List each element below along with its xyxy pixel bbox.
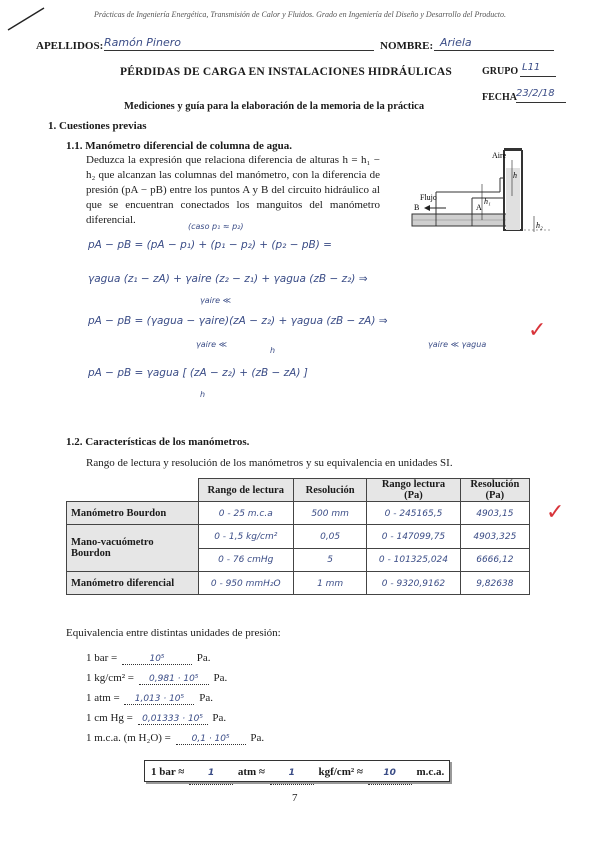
equivalence-blank[interactable] bbox=[139, 672, 209, 685]
equivalence-row bbox=[86, 712, 226, 725]
table-cell-value: 9,82638 bbox=[476, 578, 514, 589]
page-header: Prácticas de Ingeniería Energética, Transmisión de Calor y Fluidos. Grado en Ingeniería del Diseño y Desarrollo del Producto. bbox=[94, 10, 506, 19]
table-cell-value: 4903,325 bbox=[473, 531, 517, 542]
equivalence-value: 0,981 · 10⁵ bbox=[149, 674, 199, 684]
hand-line-4: pA − pB = γagua [ (zA − z₂) + (zB − zA) ] bbox=[88, 367, 308, 379]
hand-note-top: (caso p₁ ≈ p₂) bbox=[188, 222, 244, 231]
hand-line-4-sub: h bbox=[200, 390, 206, 399]
check-mark-2: ✓ bbox=[546, 500, 565, 525]
box-kgf: kgf/cm² ≈ bbox=[318, 766, 363, 778]
table-cell-value: 0 - 1,5 kg/cm² bbox=[214, 531, 278, 542]
table-cell[interactable] bbox=[293, 548, 366, 572]
table-cell[interactable] bbox=[460, 502, 529, 525]
equivalence-unit: Pa. bbox=[196, 652, 211, 664]
equivalence-unit: Pa. bbox=[213, 672, 228, 684]
hand-line-3-note: γaire ≪ γagua bbox=[428, 340, 487, 349]
figure-label-a: A bbox=[476, 203, 482, 212]
equivalence-row bbox=[86, 732, 264, 745]
table-cell-value: 0 - 147099,75 bbox=[381, 531, 446, 542]
equivalence-label: 1 bar = bbox=[86, 652, 118, 664]
table-cell[interactable] bbox=[293, 502, 366, 525]
row-label-bourdon: Manómetro Bourdon bbox=[67, 502, 199, 525]
table-cell-value: 0 - 9320,9162 bbox=[381, 578, 446, 589]
table-cell-value: 5 bbox=[327, 555, 333, 566]
table-cell[interactable] bbox=[198, 525, 293, 549]
equivalence-row bbox=[86, 652, 211, 665]
box-value-mca: 10 bbox=[383, 768, 396, 778]
section-heading: 1. Cuestiones previas bbox=[48, 120, 147, 132]
equivalence-blank[interactable] bbox=[176, 732, 246, 745]
fecha-label: FECHA bbox=[482, 92, 517, 103]
table-cell[interactable] bbox=[367, 502, 460, 525]
page-title: PÉRDIDAS DE CARGA EN INSTALACIONES HIDRÁULICAS bbox=[120, 66, 453, 78]
equivalence-unit: Pa. bbox=[199, 692, 213, 704]
table-header-cell: Resolución bbox=[293, 479, 366, 502]
fecha-line bbox=[516, 102, 566, 103]
subsection-heading-2: 1.2. Características de los manómetros. bbox=[66, 436, 250, 448]
hand-line-3-sub1: γaire ≪ bbox=[196, 340, 227, 349]
table-cell[interactable] bbox=[293, 525, 366, 549]
row-label-diferencial: Manómetro diferencial bbox=[67, 572, 199, 595]
corner-mark bbox=[4, 4, 48, 34]
table-header-cell: Rango de lectura bbox=[198, 479, 293, 502]
table-cell-value: 4903,15 bbox=[476, 508, 514, 519]
check-mark-1: ✓ bbox=[528, 318, 547, 343]
table-cell[interactable] bbox=[198, 572, 293, 595]
row-label-vacuometro: Mano-vacuómetro Bourdon bbox=[67, 525, 199, 572]
manometer-table bbox=[66, 478, 530, 595]
equivalence-blank[interactable] bbox=[124, 692, 194, 705]
equivalence-label: 1 m.c.a. (m H₂O) = bbox=[86, 732, 171, 744]
grupo-label: GRUPO bbox=[482, 66, 519, 77]
table-cell-value: 500 mm bbox=[311, 508, 349, 519]
hand-line-3: pA − pB = (γagua − γaire)(zA − z₂) + γagua (zB − zA) ⇒ bbox=[88, 315, 388, 327]
equivalence-title: Equivalencia entre distintas unidades de presión: bbox=[66, 627, 281, 639]
box-mca: m.c.a. bbox=[416, 766, 445, 778]
table-cell-value: 0 - 245165,5 bbox=[384, 508, 443, 519]
equivalence-row bbox=[86, 692, 213, 705]
table-cell-value: 0 - 101325,024 bbox=[378, 555, 449, 566]
table-cell-value: 0 - 25 m.c.a bbox=[218, 508, 273, 519]
figure-label-h: h bbox=[513, 171, 517, 180]
box-value-kgf: 1 bbox=[288, 768, 295, 778]
equivalence-blank[interactable] bbox=[122, 652, 192, 665]
equivalence-value: 0,1 · 10⁵ bbox=[191, 734, 230, 744]
nombre-value[interactable]: Ariela bbox=[440, 36, 472, 49]
unit-summary-box bbox=[144, 760, 450, 782]
figure-label-aire: Aire bbox=[492, 151, 507, 160]
table-cell[interactable] bbox=[367, 548, 460, 572]
box-blank-atm[interactable] bbox=[189, 761, 233, 785]
hand-line-3-sub2: h bbox=[270, 346, 276, 355]
table-row bbox=[67, 502, 530, 525]
grupo-value[interactable]: L11 bbox=[522, 62, 541, 73]
figure-label-h2: h₂ bbox=[536, 221, 543, 230]
box-bar: bar ≈ bbox=[159, 766, 185, 778]
table-cell[interactable] bbox=[460, 548, 529, 572]
equivalence-value: 0,01333 · 10⁵ bbox=[142, 714, 204, 724]
equivalence-unit: Pa. bbox=[250, 732, 265, 744]
nombre-line bbox=[434, 50, 554, 51]
table-cell[interactable] bbox=[460, 572, 529, 595]
box-blank-mca[interactable] bbox=[368, 761, 412, 785]
table-header-row bbox=[67, 479, 530, 502]
table-cell[interactable] bbox=[367, 525, 460, 549]
table-cell-value: 1 mm bbox=[317, 578, 344, 589]
equivalence-label: 1 cm Hg = bbox=[86, 712, 133, 724]
table-header-cell bbox=[67, 479, 199, 502]
grupo-line bbox=[520, 76, 556, 77]
page-number: 7 bbox=[292, 792, 298, 804]
hand-line-2: γagua (z₁ − zA) + γaire (z₂ − z₁) + γagua (zB − z₂) ⇒ bbox=[88, 273, 368, 285]
table-cell-value: 6666,12 bbox=[476, 555, 514, 566]
subsection-text: Deduzca la expresión que relaciona diferencia de alturas h = h₁ − h₂ que alcanzan las columnas del manómetro, con la diferencia de presión (pA − pB) entre los puntos A y B del circuito hidráulico al que se encuentran conectados los manguitos del manómetro diferencial. bbox=[86, 154, 380, 226]
table-cell[interactable] bbox=[198, 502, 293, 525]
equivalence-unit: Pa. bbox=[212, 712, 227, 724]
equivalence-blank[interactable] bbox=[138, 712, 208, 725]
table-header-cell: Rango lectura (Pa) bbox=[367, 479, 460, 502]
table-cell[interactable] bbox=[367, 572, 460, 595]
table-cell-value: 0 - 76 cmHg bbox=[218, 555, 274, 566]
equivalence-row bbox=[86, 672, 227, 685]
hand-line-1: pA − pB = (pA − p₁) + (p₁ − p₂) + (p₂ − pB) = bbox=[88, 239, 332, 251]
apellidos-line bbox=[104, 50, 374, 51]
subsection-text-2: Rango de lectura y resolución de los manómetros y su equivalencia en unidades SI. bbox=[86, 457, 453, 469]
subsection-heading: 1.1. Manómetro diferencial de columna de agua. bbox=[66, 140, 292, 152]
box-value-atm: 1 bbox=[207, 768, 215, 778]
table-cell-value: 0 - 950 mmH₂O bbox=[210, 578, 281, 589]
table-cell[interactable] bbox=[293, 572, 366, 595]
equivalence-value: 10⁵ bbox=[149, 654, 165, 664]
apellidos-label: APELLIDOS: bbox=[36, 40, 104, 52]
equivalence-label: 1 kg/cm² = bbox=[86, 672, 134, 684]
apellidos-value[interactable]: Ramón Pinero bbox=[104, 36, 181, 49]
table-cell[interactable] bbox=[460, 525, 529, 549]
table-cell-value: 0,05 bbox=[320, 531, 341, 542]
table-row bbox=[67, 525, 530, 549]
table-header-cell: Resolución (Pa) bbox=[460, 479, 529, 502]
page-subtitle: Mediciones y guía para la elaboración de la memoria de la práctica bbox=[124, 101, 425, 112]
fecha-value[interactable]: 23/2/18 bbox=[516, 88, 555, 99]
box-blank-kgf[interactable] bbox=[270, 761, 314, 785]
manometer-figure bbox=[400, 138, 560, 248]
nombre-label: NOMBRE: bbox=[380, 40, 434, 52]
hand-note-mid: γaire ≪ bbox=[200, 296, 231, 305]
equivalence-value: 1,013 · 10⁵ bbox=[134, 694, 185, 704]
equivalence-label: 1 atm = bbox=[86, 692, 120, 704]
box-atm: atm ≈ bbox=[237, 766, 265, 778]
table-row bbox=[67, 572, 530, 595]
figure-label-b: B bbox=[414, 203, 420, 212]
table-cell[interactable] bbox=[198, 548, 293, 572]
figure-label-h1: h₁ bbox=[484, 197, 491, 206]
box-one: 1 bbox=[151, 766, 157, 778]
figure-label-flujo: Flujo bbox=[420, 193, 437, 202]
